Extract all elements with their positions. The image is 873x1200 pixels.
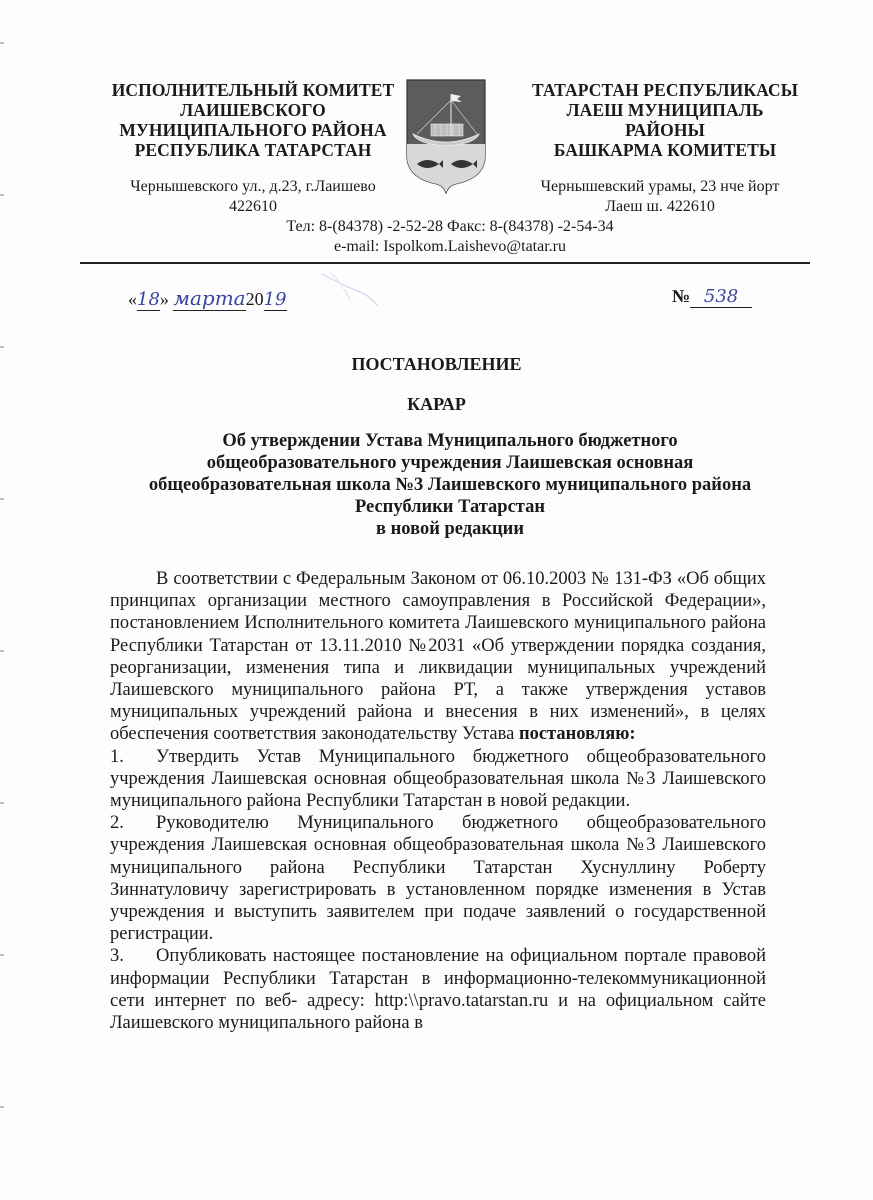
number-value: 538 xyxy=(690,286,752,308)
address-russian xyxy=(108,177,398,217)
number-sign: № xyxy=(672,286,691,306)
phone-fax: Тел: 8-(84378) -2-52-28 Факс: 8-(84378) -2-54-34 xyxy=(286,218,614,235)
address-line: 422610 xyxy=(229,198,277,215)
scan-edge-mark xyxy=(0,498,4,500)
document-date xyxy=(128,286,287,311)
list-item xyxy=(110,746,766,813)
list-item xyxy=(110,945,766,1034)
org-line: РЕСПУБЛИКА ТАТАРСТАН xyxy=(134,140,372,160)
date-year-suffix: 19 xyxy=(263,289,287,310)
address-line: Чернышевского ул., д.23, г.Лаишево xyxy=(130,178,376,195)
subject-line: общеобразовательного учреждения Лаишевская основная xyxy=(206,453,694,473)
document-number xyxy=(672,286,752,308)
document-subject xyxy=(100,430,800,540)
resolve-keyword: постановляю: xyxy=(518,724,636,745)
item-number: 3. xyxy=(110,946,124,967)
date-year-prefix: 20 xyxy=(245,289,264,309)
item-number: 2. xyxy=(110,813,124,834)
date-day: 18 xyxy=(137,289,160,310)
document-type-title: ПОСТАНОВЛЕНИЕ xyxy=(351,354,522,374)
preamble-text: В соответствии с Федеральным Законом от 06.10.2003 № 131-ФЗ «Об общих принципах организации местного самоуправления в Российской Федерации», постановлением Исполнительного комитета Лаишевского муниципального района Республики Татарстан от 13.11.2010 №2031 «Об утверждении порядка создания, реорганизации, изменения типа и ликвидации муниципальных учреждений Лаишевского муниципального района РТ, а также утверждения уставов муниципальных учреждений района и внесения в них изменений», в целях обеспечения соответствия законодательству Устава xyxy=(110,569,766,745)
org-line: МУНИЦИПАЛЬНОГО РАЙОНА xyxy=(119,120,387,140)
pen-scratch-mark xyxy=(320,270,380,310)
subject-line: в новой редакции xyxy=(376,519,524,539)
org-line: ИСПОЛНИТЕЛЬНЫЙ КОМИТЕТ xyxy=(111,80,395,100)
org-line: ЛАИШЕВСКОГО xyxy=(180,100,326,120)
scan-edge-mark xyxy=(0,650,4,652)
preamble-paragraph xyxy=(110,568,766,746)
org-name-russian xyxy=(108,80,398,160)
header-divider xyxy=(80,262,810,264)
org-line: РАЙОНЫ xyxy=(625,120,705,140)
date-month: марта xyxy=(173,286,246,310)
coat-of-arms-icon xyxy=(405,78,487,194)
org-line: ТАТАРСТАН РЕСПУБЛИКАСЫ xyxy=(531,80,799,100)
scan-edge-mark xyxy=(0,802,4,804)
item-text: Руководителю Муниципального бюджетного общеобразовательного учреждения Лаишевская основная общеобразовательная школа №3 Лаишевского муниципального района Республики Татарстан Хуснуллину Роберту Зиннатуловичу зарегистрировать в установленном порядке изменения в Устав учреждения и выступить заявителем при подаче заявлений о государственной регистрации. xyxy=(110,813,766,945)
subject-line: общеобразовательная школа №3 Лаишевского муниципального района xyxy=(148,475,752,495)
item-text: Утвердить Устав Муниципального бюджетного общеобразовательного учреждения Лаишевская основная общеобразовательная школа №3 Лаишевского муниципального района Республики Татарстан в новой редакции. xyxy=(110,746,766,812)
subject-line: Республики Татарстан xyxy=(354,497,546,517)
list-item xyxy=(110,812,766,945)
address-line: Чернышевский урамы, 23 нче йорт xyxy=(540,178,780,195)
item-number: 1. xyxy=(110,746,124,767)
date-close-quote: » xyxy=(159,289,169,309)
contacts xyxy=(200,217,700,257)
subject-line: Об утверждении Устава Муниципального бюджетного xyxy=(222,431,678,451)
org-line: БАШКАРМА КОМИТЕТЫ xyxy=(553,140,777,160)
scan-edge-mark xyxy=(0,1106,4,1108)
address-tatar xyxy=(510,177,810,217)
item-text: Опубликовать настоящее постановление на официальном портале правовой информации Республики Татарстан в информационно-телекоммуникационной сети интернет по веб- адресу: http:\\pravo.tatarstan.ru и на официальном сайте Лаишевского муниципального района в xyxy=(110,946,766,1034)
email: e-mail: Ispolkom.Laishevo@tatar.ru xyxy=(333,238,566,255)
document-type-title-tatar: КАРАР xyxy=(407,394,466,414)
scan-edge-mark xyxy=(0,346,4,348)
scan-edge-mark xyxy=(0,954,4,956)
scan-edge-mark xyxy=(0,194,4,196)
date-open-quote: « xyxy=(128,289,137,309)
org-line: ЛАЕШ МУНИЦИПАЛЬ xyxy=(566,100,764,120)
address-line: Лаеш ш. 422610 xyxy=(605,198,715,215)
scan-edge-mark xyxy=(0,42,4,44)
document-body xyxy=(110,568,766,1034)
org-name-tatar xyxy=(520,80,810,160)
